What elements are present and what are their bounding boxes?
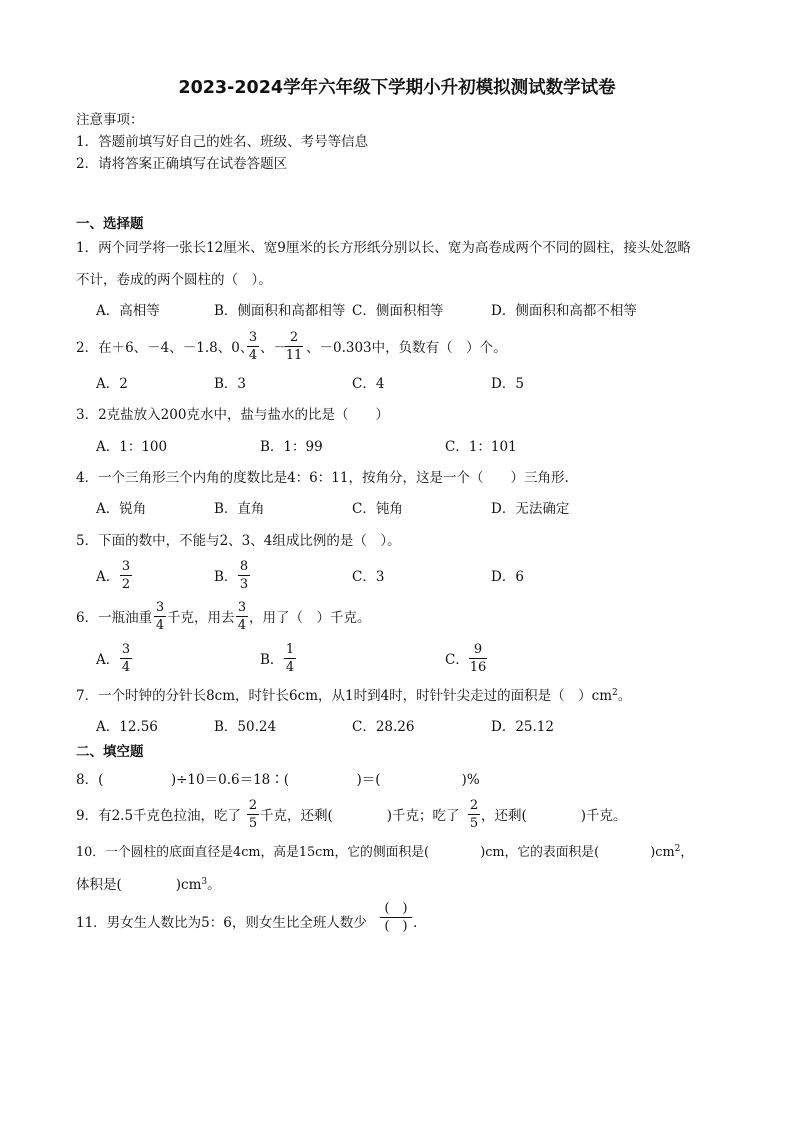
q6-b-numerator: 1 (285, 642, 295, 657)
q1-stem-line1: 1．两个同学将一张长12厘米、宽9厘米的长方形纸分别以长、宽为高卷成两个不同的圆柱，接头处忽略 (76, 240, 691, 256)
q3-option-b[interactable]: B．1：99 (260, 439, 323, 455)
q6-c-numerator: 9 (473, 642, 483, 657)
q1-option-d[interactable]: D．侧面积和高都不相等 (491, 303, 637, 319)
page-title: 2023-2024学年六年级下学期小升初模拟测试数学试卷 (178, 78, 616, 98)
q10-line2-end: 。 (207, 877, 221, 893)
q5-option-a-fraction[interactable] (120, 560, 132, 591)
q7-stem-end: 。 (617, 688, 632, 704)
q6-fraction-2-denominator: 4 (237, 618, 247, 633)
q6-option-c-fraction[interactable] (469, 643, 487, 674)
q2-fraction-2-denominator: 11 (285, 348, 303, 363)
q10-superscript-1: 2 (674, 844, 681, 854)
q9-fraction-2-denominator: 5 (469, 816, 479, 831)
q6-option-c-label[interactable]: C． (445, 652, 469, 668)
q2-stem-suffix: 、－0.303中，负数有（ ）个。 (306, 340, 507, 356)
q9-fraction-2-numerator: 2 (469, 798, 479, 813)
q2-option-d[interactable]: D．5 (491, 376, 524, 392)
q7-option-d[interactable]: D．25.12 (491, 719, 554, 735)
q4-option-b[interactable]: B．直角 (214, 501, 265, 517)
q2-fraction-2 (285, 331, 303, 362)
q7-stem-text: 7．一个时钟的分针长8cm，时针长6cm，从1时到4时，时针针尖走过的面积是（ ）cm (76, 688, 613, 704)
q1-option-c[interactable]: C．侧面积相等 (352, 303, 444, 319)
q6-c-denominator: 16 (469, 660, 487, 675)
q3-stem: 3．2克盐放入200克水中，盐与盐水的比是（ ） (76, 407, 389, 423)
q2-fraction-1-numerator: 3 (248, 330, 258, 345)
q3-option-a[interactable]: A．1：100 (96, 439, 168, 455)
q11-answer-fraction[interactable] (380, 902, 412, 933)
q5-b-numerator: 8 (239, 559, 249, 574)
q6-fraction-1-numerator: 3 (155, 600, 165, 615)
q6-option-b-fraction[interactable] (284, 643, 296, 674)
q2-option-a[interactable]: A．2 (96, 376, 128, 392)
section-choice-heading: 一、选择题 (76, 216, 144, 232)
q6-fraction-2 (236, 601, 248, 632)
notes-heading: 注意事项： (76, 112, 144, 128)
q6-option-b-label[interactable]: B． (260, 652, 284, 668)
q8-stem: 8．( )÷10＝0.6＝18∶( )＝( )% (76, 772, 480, 788)
q5-option-c[interactable]: C．3 (352, 569, 385, 585)
q4-option-a[interactable]: A．锐角 (96, 501, 147, 517)
q6-stem-part2: 千克，用去 (167, 610, 235, 626)
q1-stem-line2: 不计，卷成的两个圆柱的（ ）。 (76, 272, 272, 288)
q9-stem-part1: 9．有2.5千克色拉油，吃了 (76, 808, 242, 824)
q5-option-a-label[interactable]: A． (96, 569, 120, 585)
q4-stem: 4．一个三角形三个内角的度数比是4：6：11，按角分，这是一个（ ）三角形. (76, 470, 569, 486)
q3-option-c[interactable]: C．1：101 (445, 439, 517, 455)
q6-option-a-label[interactable]: A． (96, 652, 120, 668)
q6-stem-part3: ，用了（ ）千克。 (249, 610, 371, 626)
q7-superscript: 2 (612, 688, 618, 698)
note-item-2: 2．请将答案正确填写在试卷答题区 (76, 156, 288, 172)
q10-line1-text: 10．一个圆柱的底面直径是4cm，高是15cm，它的侧面积是( )cm，它的表面积是( )cm (76, 845, 675, 860)
q10-stem-line1 (76, 844, 694, 860)
q2-option-b[interactable]: B．3 (214, 376, 247, 392)
q1-option-a[interactable]: A．高相等 (96, 303, 160, 319)
q2-stem-prefix: 2．在＋6、－4、－1.8、0、 (76, 340, 254, 356)
q9-fraction-1-numerator: 2 (248, 798, 258, 813)
q5-a-numerator: 3 (121, 559, 131, 574)
q2-fraction-1 (247, 331, 259, 362)
q6-fraction-1-denominator: 4 (155, 618, 165, 633)
q7-stem (76, 690, 631, 704)
q10-line2-text: 体积是( )cm (76, 877, 202, 893)
q10-superscript-2: 3 (201, 877, 208, 887)
q11-numerator-blank[interactable]: ( ) (384, 901, 408, 916)
q4-option-d[interactable]: D．无法确定 (491, 501, 570, 517)
q6-stem-part1: 6．一瓶油重 (76, 610, 153, 626)
q6-option-a-fraction[interactable] (120, 643, 132, 674)
q6-a-numerator: 3 (121, 642, 131, 657)
q2-stem-sep: 、－ (260, 340, 287, 356)
q9-stem-part3: ，还剩( )千克。 (481, 808, 627, 824)
q6-b-denominator: 4 (285, 660, 295, 675)
q5-option-b-fraction[interactable] (238, 560, 250, 591)
q10-line1-end: ， (680, 845, 694, 860)
q9-fraction-1-denominator: 5 (248, 816, 258, 831)
q4-option-c[interactable]: C．钝角 (352, 501, 403, 517)
q9-fraction-2 (468, 799, 480, 830)
q11-stem: 11．男女生人数比为5：6，则女生比全班人数少 (76, 915, 367, 931)
q6-fraction-2-numerator: 3 (237, 600, 247, 615)
q5-stem: 5．下面的数中，不能与2、3、4组成比例的是（ ）。 (76, 533, 401, 549)
q11-stem-end: . (413, 915, 418, 931)
q2-fraction-2-numerator: 2 (289, 330, 299, 345)
section-fill-heading: 二、填空题 (76, 744, 144, 760)
q6-fraction-1 (154, 601, 166, 632)
q2-option-c[interactable]: C．4 (352, 376, 385, 392)
q7-option-a[interactable]: A．12.56 (96, 719, 158, 735)
q10-stem-line2 (76, 879, 221, 893)
note-item-1: 1．答题前填写好自己的姓名、班级、考号等信息 (76, 134, 369, 150)
q7-option-b[interactable]: B．50.24 (214, 719, 277, 735)
q5-b-denominator: 3 (239, 577, 249, 592)
q2-fraction-1-denominator: 4 (248, 348, 258, 363)
q9-stem-part2: 千克，还剩( )千克；吃了 (260, 808, 460, 824)
q1-option-b[interactable]: B．侧面积和高都相等 (214, 303, 346, 319)
q5-option-d[interactable]: D．6 (491, 569, 524, 585)
q5-option-b-label[interactable]: B． (214, 569, 238, 585)
q5-a-denominator: 2 (121, 577, 131, 592)
q6-a-denominator: 4 (121, 660, 131, 675)
q7-option-c[interactable]: C．28.26 (352, 719, 415, 735)
q11-denominator-blank[interactable]: ( ) (384, 919, 408, 934)
q9-fraction-1 (247, 799, 259, 830)
